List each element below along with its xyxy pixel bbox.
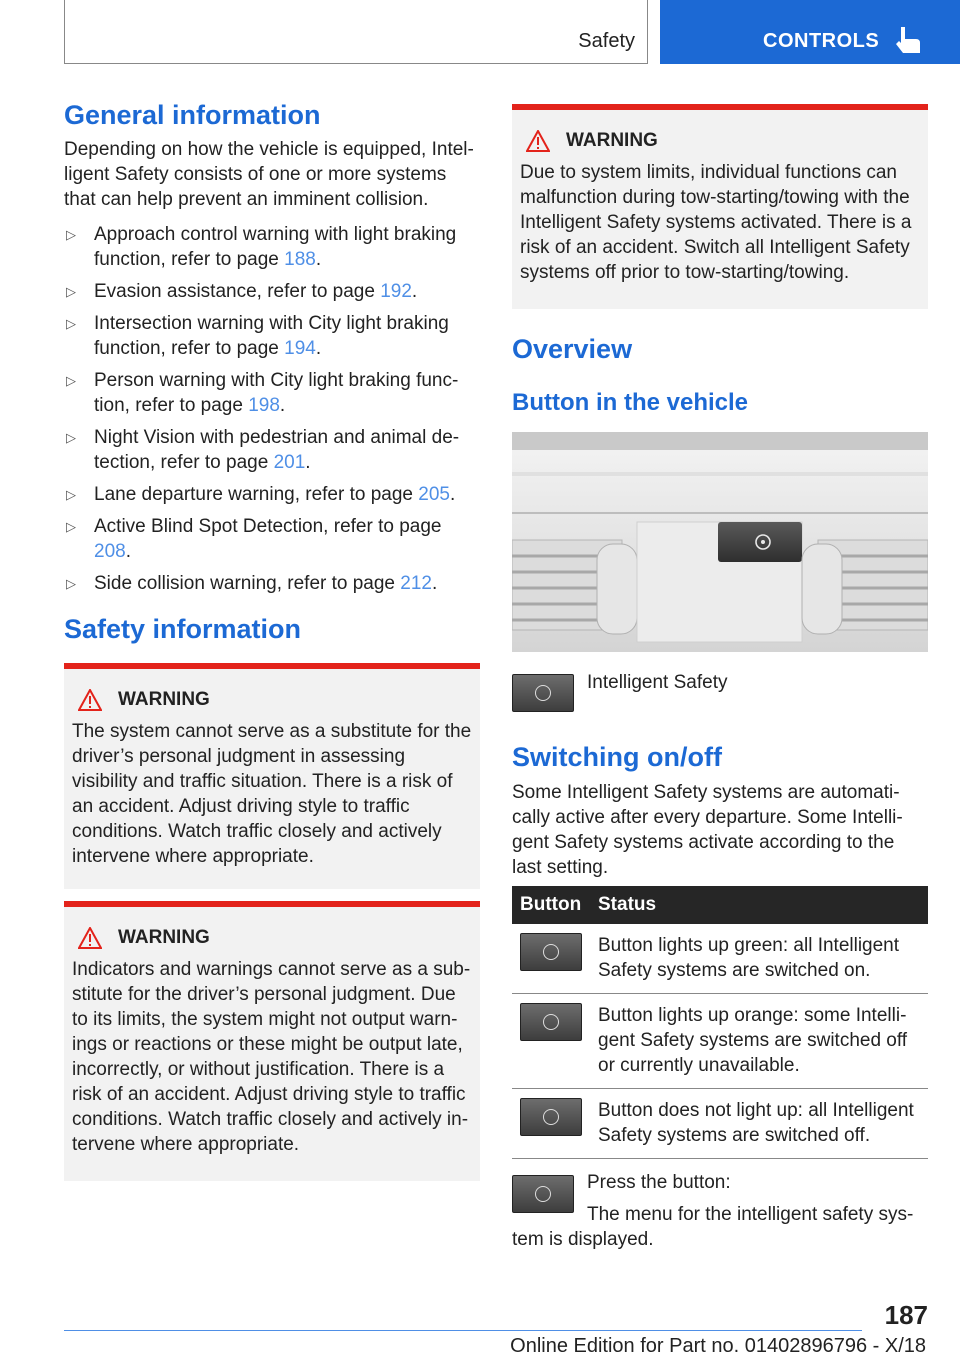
bullet-arrow-icon: ▷ [66,316,76,331]
warning-triangle-icon [526,130,550,152]
safety-info-heading: Safety information [64,614,302,644]
header-frame [64,0,648,64]
list-item: ▷ Side collision warning, refer to page 212. [66,573,438,594]
chapter-label: CONTROLS [763,30,880,52]
bullet-arrow-icon: ▷ [66,284,76,299]
button-heading: Button in the vehicle [512,389,749,416]
overview-heading: Overview [512,334,633,364]
warning-text: The system cannot serve as a substitute for the driver’s personal judgment in assessing visibility and traffic situation. There is a risk of an accident. Adjust driving style to traffic conditions. Watch traffic closely and actively intervene where appropriate. [72,721,472,867]
page-link[interactable]: 188 [284,249,316,270]
switching-text: Some Intelligent Safety systems are automatically active after every departure. Some Intelligent Safety systems activate according to the last setting. [512,782,903,878]
warning-title: WARNING [78,927,472,949]
warning-triangle-icon [78,689,102,711]
pointing-hand-icon [896,27,920,53]
table-header-status: Status [590,886,928,924]
warning-text: Due to system limits, individual functions can malfunction during tow-starting/towing with the Intelligent Safety systems activated. There is a risk of an accident. Switch all Intelligent Safety systems off prior to tow-starting/towing. [520,162,912,283]
press-text: The menu for the intelligent safety system is displayed. [512,1204,914,1250]
page-link[interactable]: 212 [400,573,432,594]
warning-triangle-icon [78,927,102,949]
page-link[interactable]: 192 [380,281,412,302]
list-item: ▷ Night Vision with pedestrian and animal detection, refer to page 201. [66,427,460,473]
warning-text: Indicators and warnings cannot serve as a substitute for the driver’s personal judgment. Due to its limits, the system might not output warnings or reactions or these might be output late, incorrectly, or without justification. There is a risk of an accident. Adjust driving style to traffic conditions. Watch traffic closely and actively intervene where appropriate. [72,959,471,1155]
online-edition: Online Edition for Part no. 01402896796 - X/18 [510,1335,926,1357]
switching-heading: Switching on/off [512,742,722,772]
warning-title: WARNING [526,130,920,152]
left-column [64,100,480,1181]
bullet-arrow-icon: ▷ [66,430,76,445]
intelligent-safety-button-icon [520,933,582,971]
bullet-arrow-icon: ▷ [66,487,76,502]
warning-title: WARNING [78,689,472,711]
table-row: Button lights up green: all Intelligent Safety systems are switched on. [512,924,928,994]
list-item: ▷ Person warning with City light braking function, refer to page 198. [66,370,459,416]
footer-divider [64,1330,862,1331]
page-link[interactable]: 198 [248,395,280,416]
press-label: Press the button: [587,1172,731,1193]
table-row: Button does not light up: all Intelligent Safety systems are switched off. [512,1089,928,1159]
dashboard-button-image [512,432,928,652]
bullet-arrow-icon: ▷ [66,227,76,242]
intelligent-safety-button-icon [512,674,574,712]
intelligent-safety-button-icon [520,1003,582,1041]
bullet-arrow-icon: ▷ [66,519,76,534]
list-item: ▷ Lane departure warning, refer to page 205. [66,484,456,505]
warning-box [64,901,480,1181]
status-table [512,886,928,1159]
page-link[interactable]: 201 [273,452,306,473]
list-item: ▷ Evasion assistance, refer to page 192. [66,281,418,302]
table-row: Button lights up orange: some Intelligent Safety systems are switched off or currently unavailable. [512,994,928,1089]
bullet-arrow-icon: ▷ [66,576,76,591]
table-header-button: Button [512,886,590,924]
icon-caption: Intelligent Safety [587,672,728,693]
section-title: Safety [578,30,635,52]
list-item: ▷ Approach control warning with light braking function, refer to page 188. [66,224,457,270]
chapter-tab [660,0,960,64]
page-link[interactable]: 205 [418,484,450,505]
bullet-arrow-icon: ▷ [66,373,76,388]
page-number: 187 [884,1300,928,1330]
list-item: ▷ Intersection warning with City light braking function, refer to page 194. [66,313,449,359]
warning-box [512,104,928,309]
list-item: ▷ Active Blind Spot Detection, refer to page 208. [66,516,442,562]
warning-box [64,663,480,889]
page-link[interactable]: 194 [284,338,316,359]
intelligent-safety-button-icon [520,1098,582,1136]
general-info-text: Depending on how the vehicle is equipped, Intelligent Safety consists of one or more systems that can help prevent an imminent collision. [64,139,474,210]
feature-list [64,222,480,596]
general-info-heading: General information [64,100,321,130]
page-link[interactable]: 208 [94,541,126,562]
